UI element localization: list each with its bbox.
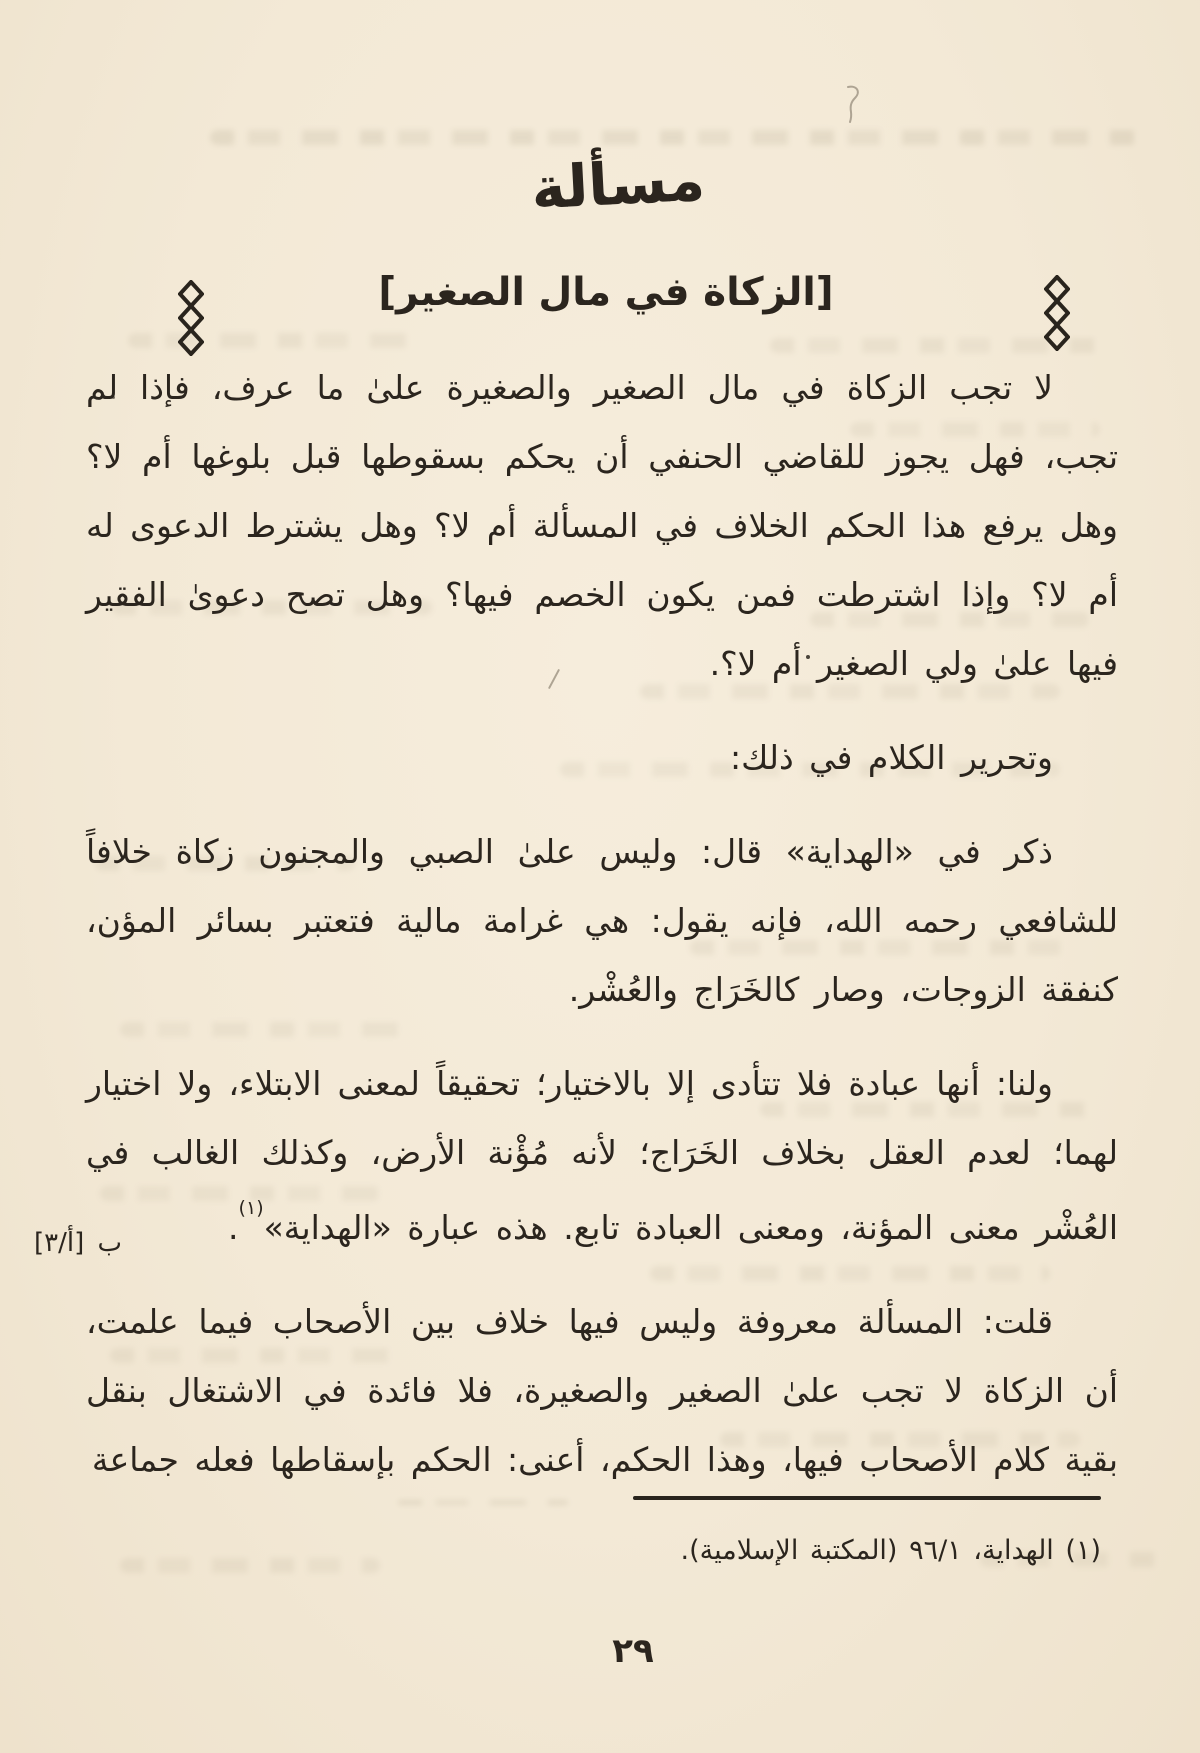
footnote-area bbox=[633, 1496, 1101, 1571]
bleed-through-ghost bbox=[120, 1558, 380, 1573]
bleed-through-ghost bbox=[128, 333, 428, 348]
paragraph-question: لا تجب الزكاة في مال الصغير والصغيرة علىٰ ما عرف، فإذا لم تجب، فهل يجوز للقاضي الحنفي أن يحكم بسقوطها قبل بلوغها أم لا؟ وهل يرفع هذا الحكم الخلاف في المسألة أم لا؟ وهل يشترط الدعوى له أم لا؟ وإذا اشترطت فمن يكون الخصم فيها؟ وهل تصح دعوىٰ الفقير فيها علىٰ ولي الصغير أم لا؟. bbox=[86, 368, 1118, 683]
section-word-masala: مسألة bbox=[529, 145, 707, 223]
pen-squiggle-mark bbox=[840, 84, 864, 128]
paragraph-hidaya-quote: ذكر في «الهداية» قال: وليس علىٰ الصبي والمجنون زكاة خلافاً للشافعي رحمه الله، فإنه يقول: هي غرامة مالية فتعتبر بسائر المؤن، كنفقة الزوجات، وصار كالخَرَاج والعُشْر. bbox=[86, 832, 1118, 1009]
paragraph-text: . bbox=[228, 1208, 239, 1247]
paragraph-walana bbox=[34, 1049, 1118, 1262]
footnote-ref-marker: (١) bbox=[238, 1197, 264, 1219]
paragraph-text: ولنا: أنها عبادة فلا تتأدى إلا بالاختيار؛ تحقيقاً لمعنى الابتلاء، ولا اختيار لهما؛ لعدم العقل بخلاف الخَرَاج؛ لأنه مُؤْنة الأرض، وكذلك الغالب في العُشْر معنى المؤنة، ومعنى العبادة تابع. هذه عبارة «الهداية» bbox=[86, 1064, 1118, 1247]
paragraph-qultu: قلت: المسألة معروفة وليس فيها خلاف بين الأصحاب فيما علمت، أن الزكاة لا تجب علىٰ الصغير والصغيرة، فلا فائدة في الاشتغال بنقل بقية كلام الأصحاب فيها، وهذا الحكم، أعنى: الحكم بإسقاطها فعله جماعة bbox=[86, 1302, 1118, 1479]
footnote-text: (١) الهداية، ٩٦/١ (المكتبة الإسلامية). bbox=[680, 1535, 1101, 1566]
folio-margin-note: ب [أ/٣] bbox=[34, 1228, 122, 1258]
body-text bbox=[34, 353, 1118, 1519]
paragraph-transition: وتحرير الكلام في ذلك: bbox=[729, 738, 1053, 777]
section-title: [الزكاة في مال الصغير] bbox=[378, 270, 834, 315]
footnote-separator bbox=[633, 1496, 1101, 1500]
page-number: ٢٩ bbox=[612, 1631, 654, 1671]
